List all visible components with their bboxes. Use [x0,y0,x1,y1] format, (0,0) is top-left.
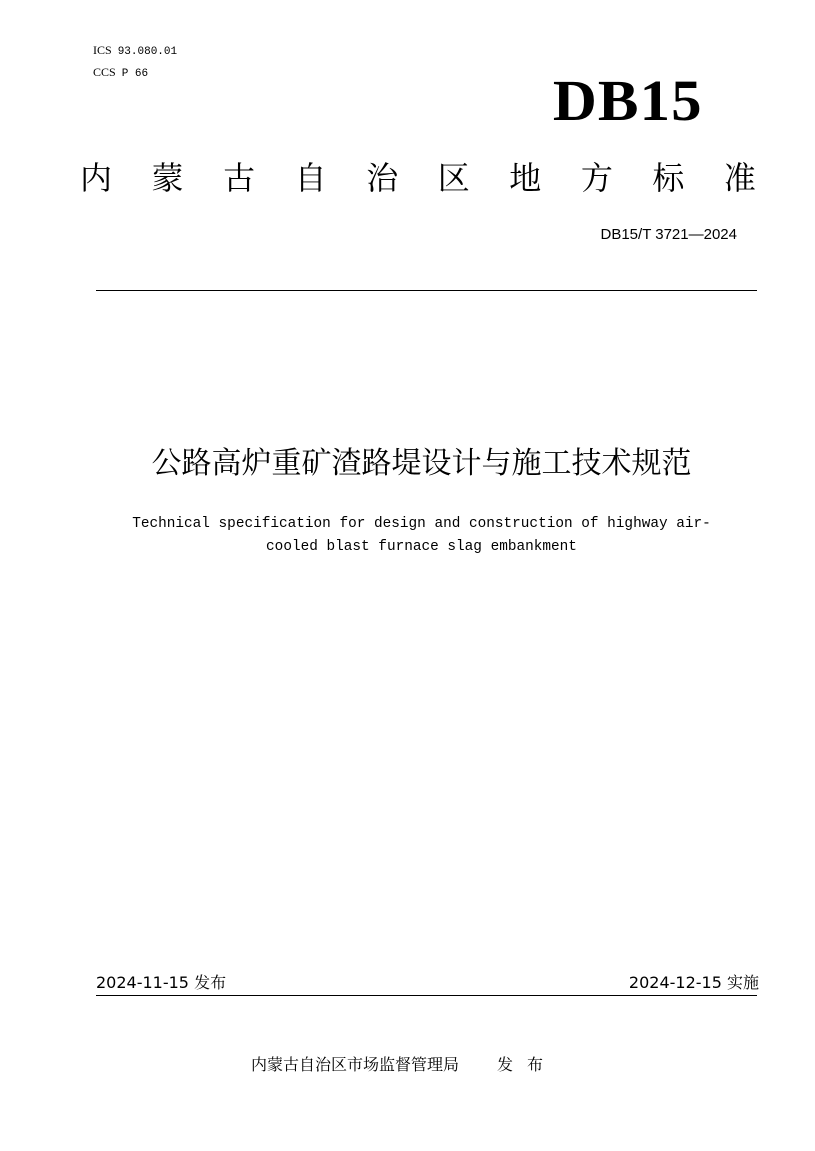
implementation-date: 2024-12-15 实施 [628,973,759,992]
ccs-label: CCS [93,65,116,79]
ics-label: ICS [93,43,112,57]
top-divider [96,290,757,291]
bottom-divider [96,995,757,996]
standard-type-char: 区 [437,159,470,197]
standard-type-char: 治 [366,159,399,197]
title-english-line: cooled blast furnace slag embankment [266,539,577,555]
ccs-value: P 66 [121,68,149,80]
classification-codes [93,40,177,84]
standard-type-char: 自 [294,159,327,197]
standard-type-char: 内 [80,159,113,197]
title-english-line: Technical specification for design and construction of highway air- [132,516,711,532]
issuer-name: 内蒙古自治区市场监督管理局 [251,1055,460,1074]
standard-type-char: 古 [223,159,256,197]
issuer-action: 发布 [497,1055,558,1074]
ics-value: 93.080.01 [117,46,178,58]
ccs-row [93,62,177,84]
title-chinese: 公路高炉重矿渣路堤设计与施工技术规范 [151,446,692,481]
db15-logo: DB15 [553,68,703,133]
ics-row [93,40,177,62]
standard-type-char: 蒙 [151,159,184,197]
standard-type-char: 标 [652,159,685,197]
issuing-authority [251,1054,557,1076]
issue-date: 2024-11-15 发布 [96,973,227,992]
standard-type-char: 方 [580,159,613,197]
standard-type-char: 准 [723,159,756,197]
standard-type [80,154,756,202]
title-english [60,513,783,559]
standard-type-char: 地 [509,159,542,197]
standard-number: DB15/T 3721—2024 [600,226,737,243]
